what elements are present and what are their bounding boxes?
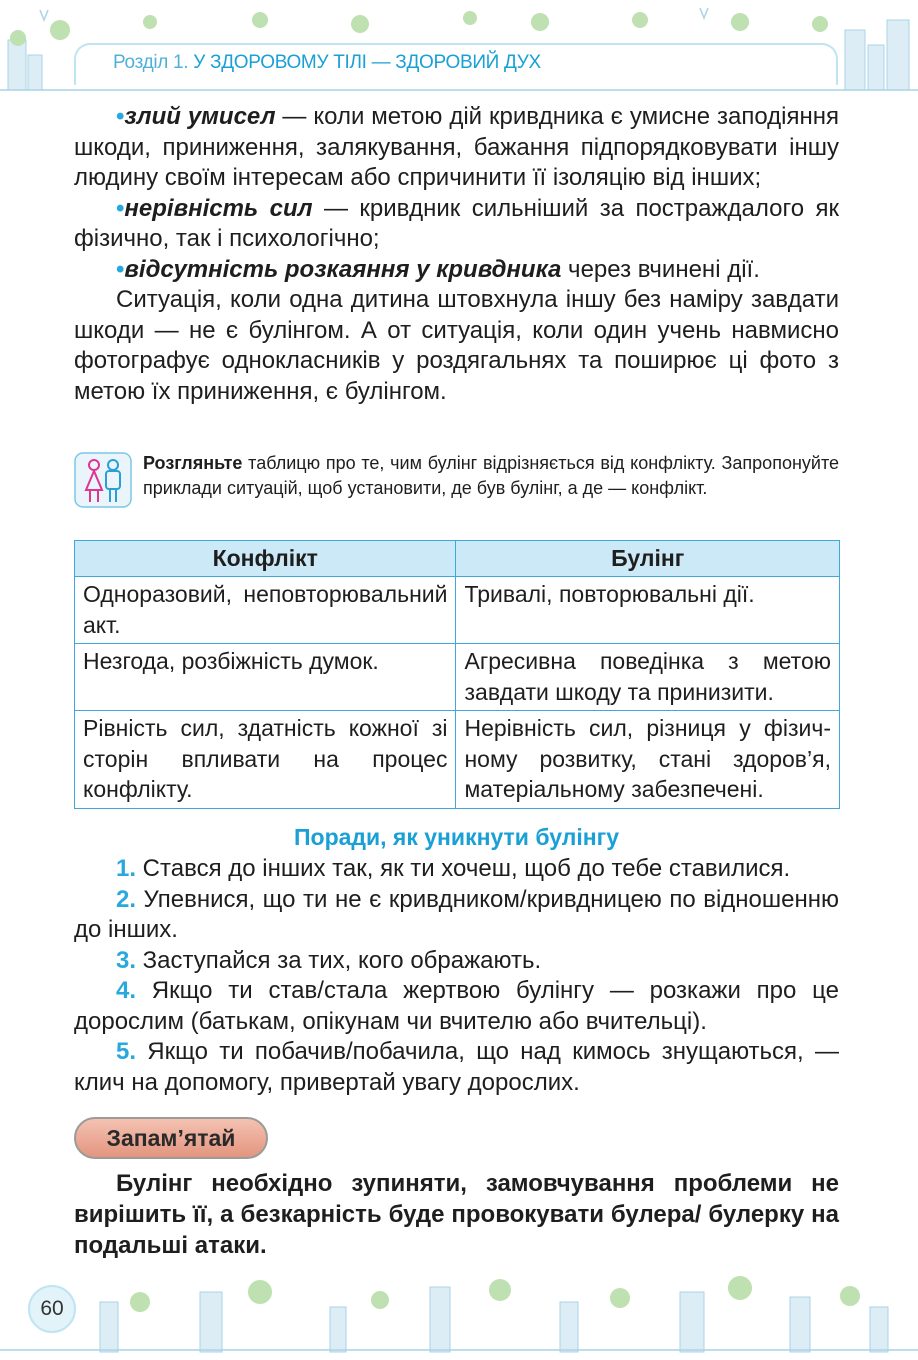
tip-item [74,976,839,1037]
chapter-title: У ЗДОРОВОМУ ТІЛІ — ЗДОРОВИЙ ДУХ [193,52,541,73]
remember-badge: Запам’ятай [74,1117,268,1159]
tip-number: 5. [116,1038,137,1065]
table-cell: Агресивна поведінка з метою завдати шкоду та принизити. [456,644,840,711]
tip-number: 2. [116,885,137,913]
bullet-term: злий умисел [124,103,276,130]
table-header-row [75,541,840,577]
bullet-dot-icon: • [116,255,125,283]
bullet-text: — коли метою дій кривдника є умисне заподіяння шкоди, приниження, залякування, бажання підпорядковувати іншу людину своїм інтересам або спричинити її ізоляцію від інших; [74,103,840,191]
tip-text: Якщо ти став/стала жертвою булінгу — розкажи про це дорослим (батькам, опікунам чи вчителю або вчительці). [74,977,839,1035]
tip-item [74,885,839,946]
comparison-table [74,540,840,809]
bullet-text: — кривдник сильніший за постраждалого як фізично, так і психологічно; [74,194,840,252]
bullet-dot-icon: • [116,103,125,130]
column-header-conflict: Конфлікт [75,541,456,577]
bullet-dot-icon: • [116,194,125,222]
body-paragraph: Ситуація, коли одна дитина штовхнула іншу без наміру завдати шкоди — не є булінгом. А от ситуація, коли один учень навмисно фотографує однокласників у роздягальнях та поширює ці фото з метою їх приниження, є булінгом. [74,286,839,405]
people-icon [74,452,132,508]
table-cell: Рівність сил, здатність кожної зі сторін впливати на процес конфлікту. [75,711,456,809]
tip-text: Стався до інших так, як ти хочеш, щоб до тебе ставилися. [136,855,791,882]
task-lead: Розгляньте [143,453,243,473]
chapter-number: Розділ 1. [113,52,189,73]
table-row [75,644,840,711]
table-cell: Тривалі, повторювальні дії. [456,577,840,644]
column-header-bullying: Булінг [456,541,840,577]
tip-text: Заступайся за тих, кого ображають. [136,946,542,974]
chapter-header [113,52,541,74]
bullet-term: нерівність сил [124,194,313,222]
tip-text: Упевнися, що ти не є кривдником/кривдницею по відношенню до інших. [74,885,839,943]
tip-text: Якщо ти побачив/побачила, що над кимось знущаються, — клич на допомогу, привертай увагу дорослих. [74,1038,839,1096]
bullet-term: відсутність розкаяння у кривдника [124,255,562,283]
bottom-city-illustration [0,1262,918,1360]
bullet-item [74,194,839,255]
tip-number: 1. [116,855,137,882]
tip-item [74,946,839,977]
table-cell: Незгода, розбіжність думок. [75,644,456,711]
bullet-item [74,255,839,286]
tip-number: 4. [116,977,137,1004]
table-cell: Нерівність сил, різниця у фізичному розвитку, стані здоров’я, матеріальному забезпечені. [456,711,840,809]
bullet-section [74,102,839,407]
tips-heading: Поради, як уникнути булінгу [293,824,619,850]
tip-number: 3. [116,946,137,974]
table-cell: Одноразовий, неповторювальний акт. [75,577,456,644]
tip-item [74,854,839,885]
table-row [75,711,840,809]
task-text [143,451,839,500]
bullet-text: через вчинені дії. [561,255,760,283]
bullet-item [74,102,839,194]
page-number: 60 [28,1285,76,1333]
tip-item [74,1037,839,1098]
remember-text: Булінг необхідно зупиняти, замовчування проблеми не вирішить її, а безкарність буде провокувати булера/ булерку на подальші атаки. [74,1170,839,1259]
task-body: таблицю про те, чим булінг відрізняється від конфлікту. Запропонуйте приклади ситуацій, щоб установити, де був булінг, а де — конфлікт. [143,453,839,498]
tips-list [74,854,839,1098]
table-row [75,577,840,644]
